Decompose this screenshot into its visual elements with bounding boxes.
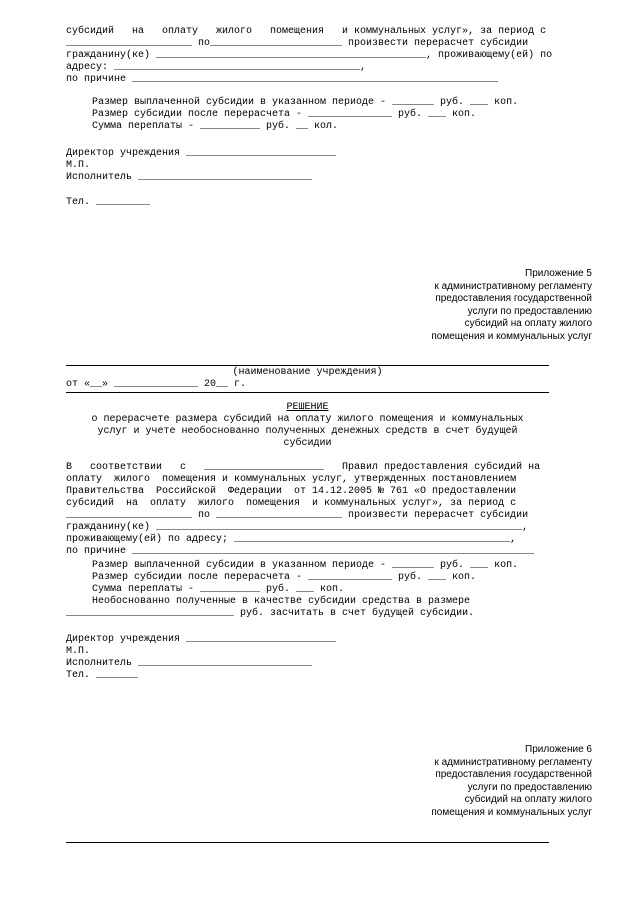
top-overpayment: Сумма переплаты - __________ руб. __ кол. — [92, 121, 339, 132]
decision-subject-2: услуг и учете необоснованно полученных денежных средств в счет будущей — [97, 426, 518, 437]
top-recalc-amount: Размер субсидии после перерасчета - ______________ руб. ___ коп. — [92, 109, 477, 120]
decision-date: от «__» ______________ 20__ г. — [66, 379, 247, 390]
appendix-5-block — [332, 268, 592, 343]
appendix-6-line-1: к административному регламенту — [434, 756, 592, 768]
appendix-5-line-5: помещения и коммунальных услуг — [431, 330, 592, 342]
body-line-7: проживающему(ей) по адресу; ______________________________________________, — [66, 534, 517, 545]
overpayment-amount: Сумма переплаты - __________ руб. ___ коп. — [92, 584, 345, 595]
body-line-1: В соответствии с ____________________ Правил предоставления субсидий на — [66, 462, 541, 473]
body-line-3: Правительства Российской Федерации от 14.12.2005 № 761 «О предоставлении — [66, 486, 517, 497]
stamp-place: М.П. — [66, 646, 91, 657]
phone-field: Тел. _______ — [66, 670, 139, 681]
top-paid-amount: Размер выплаченной субсидии в указанном периоде - _______ руб. ___ коп. — [92, 97, 519, 108]
top-executor: Исполнитель _____________________________ — [66, 172, 313, 183]
appendix-6-line-2: предоставления государственной — [435, 769, 592, 780]
body-line-4: субсидий на оплату жилого помещения и коммунальных услуг», за период с — [66, 498, 517, 509]
top-phone: Тел. _________ — [66, 197, 151, 208]
decision-heading: РЕШЕНИЕ — [286, 402, 329, 413]
decision-subject-1: о перерасчете размера субсидий на оплату жилого помещения и коммунальных — [91, 414, 524, 425]
top-line-3: гражданину(ке) _____________________________________________, проживающему(ей) по — [66, 50, 553, 61]
body-line-5: _____________________ по _____________________ произвести перерасчет субсидии — [66, 510, 529, 521]
appendix-5-line-2: предоставления государственной — [435, 293, 592, 304]
appendix-6-title: Приложение 6 — [525, 744, 592, 755]
paid-subsidy-amount: Размер выплаченной субсидии в указанном периоде - _______ руб. ___ коп. — [92, 560, 519, 571]
institution-caption: (наименование учреждения) — [232, 367, 383, 378]
appendix-5-title: Приложение 5 — [525, 268, 592, 279]
recalculated-subsidy-amount: Размер субсидии после перерасчета - ______________ руб. ___ коп. — [92, 572, 477, 583]
executor-signature: Исполнитель _____________________________ — [66, 658, 313, 669]
date-separator-line — [66, 392, 549, 393]
body-line-2: оплату жилого помещения и коммунальных услуг, утвержденных постановлением — [66, 474, 517, 485]
appendix-6-line-4: субсидий на оплату жилого — [464, 794, 592, 805]
top-line-5: по причине _____________________________________________________________ — [66, 74, 499, 85]
top-line-4: адресу: _________________________________________, — [66, 62, 367, 73]
body-line-6: гражданину(ке) _____________________________________________________________, — [66, 522, 529, 533]
appendix-5-line-1: к административному регламенту — [434, 280, 592, 292]
appendix-6-line-5: помещения и коммунальных услуг — [431, 806, 592, 818]
appendix-5-line-4: субсидий на оплату жилого — [464, 318, 592, 329]
body-line-8: по причине ___________________________________________________________________ — [66, 546, 535, 557]
top-line-2: _____________________ по______________________ произвести перерасчет субсидии — [66, 38, 529, 49]
appendix-6-line-3: услуги по предоставлению — [467, 781, 592, 793]
decision-subject-3: субсидии — [283, 438, 332, 449]
top-stamp: М.П. — [66, 160, 91, 171]
top-line-1: субсидий на оплату жилого помещения и коммунальных услуг», за период с — [66, 26, 547, 37]
unjustified-funds-line-1: Необоснованно полученные в качестве субсидии средства в размере — [92, 596, 471, 607]
top-director: Директор учреждения _________________________ — [66, 148, 337, 159]
institution-name-line — [66, 365, 549, 366]
unjustified-funds-line-2: ____________________________ руб. засчитать в счет будущей субсидии. — [66, 608, 475, 619]
next-institution-line — [66, 842, 549, 843]
appendix-6-block — [332, 744, 592, 819]
director-signature: Директор учреждения _________________________ — [66, 634, 337, 645]
appendix-5-line-3: услуги по предоставлению — [467, 305, 592, 317]
